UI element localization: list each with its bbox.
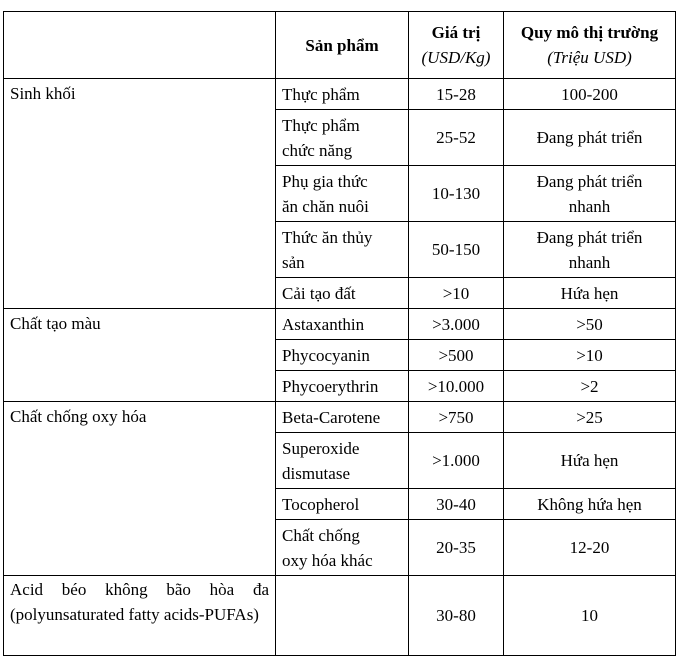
market-cell: 10 (504, 576, 676, 656)
value-cell: 15-28 (409, 79, 504, 110)
table-row (4, 79, 676, 110)
value-cell: 25-52 (409, 110, 504, 166)
product-cell: Phycoerythrin (276, 371, 409, 402)
table-row (4, 576, 676, 656)
market-cell: >2 (504, 371, 676, 402)
value-cell: 30-80 (409, 576, 504, 656)
category-biomass: Sinh khối (4, 79, 276, 309)
table-row (4, 402, 676, 433)
value-cell: >750 (409, 402, 504, 433)
value-cell: >10 (409, 278, 504, 309)
value-cell: >500 (409, 340, 504, 371)
value-cell: 10-130 (409, 166, 504, 222)
market-cell: Đang phát triển nhanh (504, 166, 676, 222)
header-value-unit: (USD/Kg) (421, 48, 491, 67)
value-cell: >10.000 (409, 371, 504, 402)
header-value (409, 12, 504, 79)
value-cell: >3.000 (409, 309, 504, 340)
value-cell: 50-150 (409, 222, 504, 278)
market-cell: >25 (504, 402, 676, 433)
product-cell: Phycocyanin (276, 340, 409, 371)
category-pigments: Chất tạo màu (4, 309, 276, 402)
product-cell: Astaxanthin (276, 309, 409, 340)
market-cell: >50 (504, 309, 676, 340)
product-cell: Tocopherol (276, 489, 409, 520)
header-value-label: Giá trị (431, 23, 481, 42)
product-cell: Thực phẩm chức năng (276, 110, 409, 166)
microalgae-products-table (3, 11, 676, 656)
product-cell: Beta-Carotene (276, 402, 409, 433)
table-container (3, 11, 676, 656)
category-pufa: Acid béo không bão hòa đa (polyunsaturated fatty acids-PUFAs) (4, 576, 276, 656)
product-cell: Superoxide dismutase (276, 433, 409, 489)
header-product: Sản phẩm (276, 12, 409, 79)
market-cell: Không hứa hẹn (504, 489, 676, 520)
table-row (4, 309, 676, 340)
market-cell: Hứa hẹn (504, 433, 676, 489)
market-cell: Đang phát triển (504, 110, 676, 166)
market-cell: >10 (504, 340, 676, 371)
product-cell: Phụ gia thức ăn chăn nuôi (276, 166, 409, 222)
product-cell (276, 576, 409, 656)
value-cell: 20-35 (409, 520, 504, 576)
product-cell: Chất chống oxy hóa khác (276, 520, 409, 576)
value-cell: 30-40 (409, 489, 504, 520)
header-market (504, 12, 676, 79)
header-market-unit: (Triệu USD) (547, 48, 632, 67)
value-cell: >1.000 (409, 433, 504, 489)
header-category (4, 12, 276, 79)
header-market-label: Quy mô thị trường (520, 23, 659, 42)
market-cell: 12-20 (504, 520, 676, 576)
market-cell: 100-200 (504, 79, 676, 110)
product-cell: Thức ăn thủy sản (276, 222, 409, 278)
market-cell: Hứa hẹn (504, 278, 676, 309)
product-cell: Thực phẩm (276, 79, 409, 110)
header-row (4, 12, 676, 79)
category-antioxidants: Chất chống oxy hóa (4, 402, 276, 576)
market-cell: Đang phát triển nhanh (504, 222, 676, 278)
product-cell: Cải tạo đất (276, 278, 409, 309)
